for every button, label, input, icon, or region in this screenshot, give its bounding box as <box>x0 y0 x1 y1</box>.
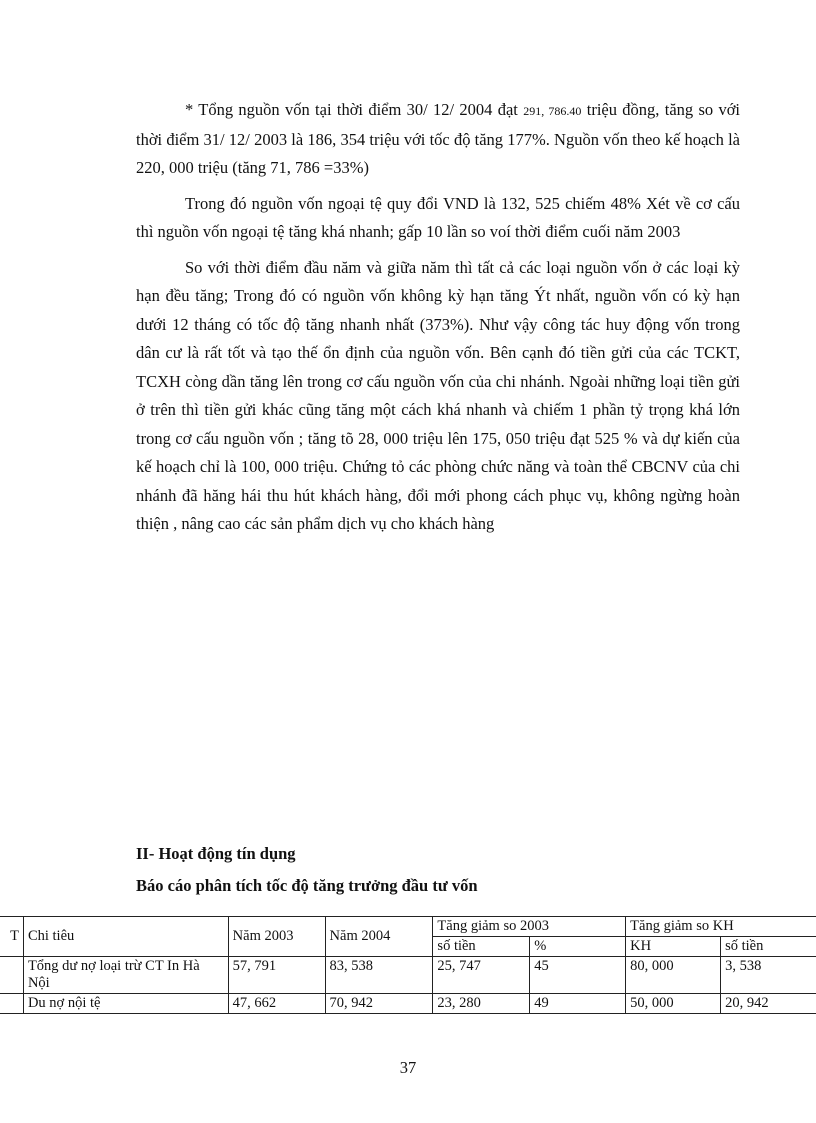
cell-2003: 47, 662 <box>228 994 325 1014</box>
cell-kh: 80, 000 <box>626 957 721 994</box>
cell-stt <box>0 994 23 1014</box>
subheader-percent: % <box>530 937 626 957</box>
paragraph-1-small-number: 291, 786.40 <box>523 104 582 118</box>
header-nam-2004: Năm 2004 <box>325 917 433 957</box>
cell-2004: 83, 538 <box>325 957 433 994</box>
page-number: 37 <box>399 1058 417 1077</box>
header-stt: T <box>0 917 23 957</box>
credit-growth-table <box>0 916 816 1014</box>
table-header-row <box>0 917 816 937</box>
paragraph-total-capital <box>136 96 740 183</box>
header-group-kh: Tăng giảm so KH <box>626 917 816 937</box>
cell-pct: 49 <box>530 994 626 1014</box>
cell-kh-diff: 3, 538 <box>721 957 816 994</box>
cell-kh-diff: 20, 942 <box>721 994 816 1014</box>
subheader-so-tien-kh: số tiền <box>721 937 816 957</box>
table-row <box>0 994 816 1014</box>
paragraph-foreign-currency: Trong đó nguồn vốn ngoại tệ quy đổi VND là 132, 525 chiếm 48% Xét về cơ cấu thì nguồn vốn ngoại tệ tăng khá nhanh; gấp 10 lần so voí thời điểm cuối năm 2003 <box>136 193 740 241</box>
body-text <box>136 96 740 546</box>
cell-name: Tổng dư nợ loại trừ CT In Hà Nội <box>23 957 228 994</box>
cell-stt <box>0 957 23 994</box>
table-caption: Báo cáo phân tích tốc độ tăng trưởng đầu tư vốn <box>136 876 478 895</box>
cell-2004: 70, 942 <box>325 994 433 1014</box>
header-group-2003: Tăng giảm so 2003 <box>433 917 626 937</box>
paragraph-capital-analysis: So với thời điểm đầu năm và giữa năm thì tất cả các loại nguồn vốn ở các loại kỳ hạn đều tăng; Trong đó có nguồn vốn không kỳ hạn tăng Ýt nhất, nguồn vốn có kỳ hạn dưới 12 tháng có tốc độ tăng nhanh nhất (373%). Như vậy công tác huy động vốn trong dân cư là rất tốt và tạo thế ổn định của nguồn vốn. Bên cạnh đó tiền gửi của các TCKT, TCXH còng dần tăng lên trong cơ cấu nguồn vốn của chi nhánh. Ngoài những loại tiền gửi ở trên thì tiền gửi khác cũng tăng một cách khá nhanh và chiếm 1 phần tỷ trọng khá lớn trong cơ cấu nguồn vốn ; tăng tõ 28, 000 triệu lên 175, 050 triệu đạt 525 % và dự kiến của kế hoạch chỉ là 100, 000 triệu. Chứng tỏ các phòng chức năng và toàn thể CBCNV của chi nhánh đã hăng hái thu hút khách hàng, đổi mới phong cách phục vụ, không ngừng hoàn thiện , nâng cao các sản phẩm dịch vụ cho khách hàng <box>136 257 740 533</box>
cell-pct: 45 <box>530 957 626 994</box>
cell-2003: 57, 791 <box>228 957 325 994</box>
cell-diff: 23, 280 <box>433 994 530 1014</box>
header-nam-2003: Năm 2003 <box>228 917 325 957</box>
paragraph-1-part-2: triệu đồng, tăng so với thời điểm 31/ 12/ 2003 là 186, 354 triệu với tốc độ tăng 177%. Nguồn vốn theo kế hoạch là 220, 000 triệu (tăng 71, 786 =33%) <box>136 100 741 177</box>
table-row <box>0 957 816 994</box>
cell-kh: 50, 000 <box>626 994 721 1014</box>
cell-diff: 25, 747 <box>433 957 530 994</box>
header-chi-tieu: Chi tiêu <box>23 917 228 957</box>
subheader-kh: KH <box>626 937 721 957</box>
subheader-so-tien-2003: số tiền <box>433 937 530 957</box>
section-heading: II- Hoạt động tín dụng <box>136 844 296 863</box>
paragraph-1-part-1: * Tổng nguồn vốn tại thời điểm 30/ 12/ 2004 đạt <box>185 100 524 119</box>
cell-name: Du nợ nội tệ <box>23 994 228 1014</box>
